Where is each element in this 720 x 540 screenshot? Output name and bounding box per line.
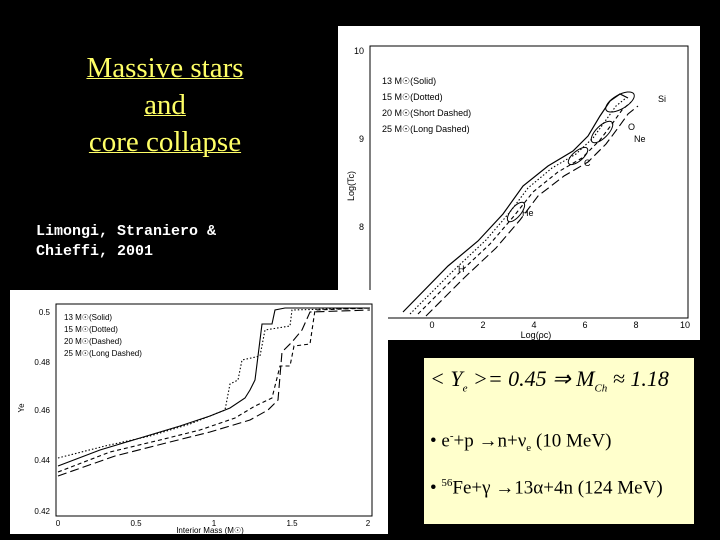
plot-electron-fraction-svg xyxy=(10,290,388,534)
bullet-electron-capture xyxy=(430,430,611,454)
legend-entry: 15 M☉(Dotted) xyxy=(382,92,443,102)
y-tick-label: 9 xyxy=(358,134,364,144)
bullet-part: Fe+γ xyxy=(452,477,496,499)
plot-frame xyxy=(56,304,372,516)
legend-entry: 15 M☉(Dotted) xyxy=(64,325,118,334)
phase-label-c: C xyxy=(584,158,591,168)
legend-entry: 20 M☉(Short Dashed) xyxy=(382,108,472,118)
title-line-2: and xyxy=(144,89,186,122)
x-tick-label: 0 xyxy=(55,519,61,528)
legend-entry: 20 M☉(Dashed) xyxy=(64,337,122,346)
bullet-part: 13α+4n (124 MeV) xyxy=(514,477,663,499)
y-tick-label: 0.42 xyxy=(34,507,50,516)
loop-si xyxy=(603,88,638,116)
y-axis-label: Ye xyxy=(17,403,26,413)
x-tick-label: 2 xyxy=(365,519,371,528)
x-axis-label: Interior Mass (M☉) xyxy=(176,526,244,534)
legend-entry: 25 M☉(Long Dashed) xyxy=(382,124,470,134)
plot-core-evolution-svg xyxy=(338,26,700,340)
x-axis-label: Log(ρc) xyxy=(520,330,552,340)
phase-label-o: O xyxy=(628,122,636,132)
title-line-1: Massive stars xyxy=(86,52,244,84)
eq-part: < Y xyxy=(430,366,463,391)
eq-sub: e xyxy=(462,382,468,395)
x-tick-label: 4 xyxy=(531,320,537,330)
bullet-part: • xyxy=(430,477,442,499)
phase-label-si: Si xyxy=(658,94,667,104)
x-tick-label: 0.5 xyxy=(130,519,142,528)
y-tick-label: 0.44 xyxy=(34,456,50,465)
bullet-part: n+ν xyxy=(497,430,527,452)
citation-line-1: Limongi, Straniero & xyxy=(36,223,217,240)
bullet-part: (10 MeV) xyxy=(531,430,612,452)
ye-chandrasekhar-equation xyxy=(430,366,669,394)
x-tick-label: 6 xyxy=(582,320,588,330)
arrow-icon: → xyxy=(478,430,498,452)
bullet-photodisintegration xyxy=(430,470,688,501)
eq-part: ≈ 1.18 xyxy=(607,366,669,391)
plot-electron-fraction xyxy=(10,290,388,534)
bullet-sup: - xyxy=(449,430,454,442)
y-tick-label: 8 xyxy=(358,222,364,232)
bullet-part: +p xyxy=(453,430,479,452)
bullet-part: • e xyxy=(430,430,450,452)
eq-sub: Ch xyxy=(594,382,608,395)
legend-entry: 25 M☉(Long Dashed) xyxy=(64,349,142,358)
summary-box xyxy=(424,358,694,524)
bullet-sup: 56 xyxy=(441,477,453,489)
legend-entry: 13 M☉(Solid) xyxy=(382,76,437,86)
arrow-icon: → xyxy=(495,477,515,499)
y-axis-label: Log(Tc) xyxy=(346,170,356,202)
x-tick-label: 10 xyxy=(679,320,691,330)
loop-o xyxy=(588,118,616,146)
legend-entry: 13 M☉(Solid) xyxy=(64,313,113,322)
x-tick-label: 2 xyxy=(480,320,486,330)
plot-core-evolution xyxy=(338,26,700,340)
y-tick-label: 0.46 xyxy=(34,406,50,415)
x-tick-label: 8 xyxy=(633,320,639,330)
eq-part: >= 0.45 ⇒ M xyxy=(467,366,595,391)
phase-label-h: H xyxy=(458,264,465,274)
x-tick-label: 1.5 xyxy=(286,519,298,528)
y-tick-label: 0.5 xyxy=(38,308,50,317)
profile-25-long-dashed xyxy=(58,310,370,476)
citation-line-2: Chieffi, 2001 xyxy=(36,243,154,260)
bullet-sub: e xyxy=(526,442,532,455)
citation xyxy=(36,222,216,262)
phase-label-ne: Ne xyxy=(634,134,646,144)
plot-frame xyxy=(370,46,688,318)
y-tick-label: 0.48 xyxy=(34,358,50,367)
x-tick-label: 1 xyxy=(211,519,217,528)
y-tick-label: 10 xyxy=(353,46,364,56)
phase-label-he: He xyxy=(522,208,534,218)
title-line-3: core collapse xyxy=(88,126,242,159)
x-tick-label: 0 xyxy=(429,320,435,330)
slide-title xyxy=(40,50,290,161)
